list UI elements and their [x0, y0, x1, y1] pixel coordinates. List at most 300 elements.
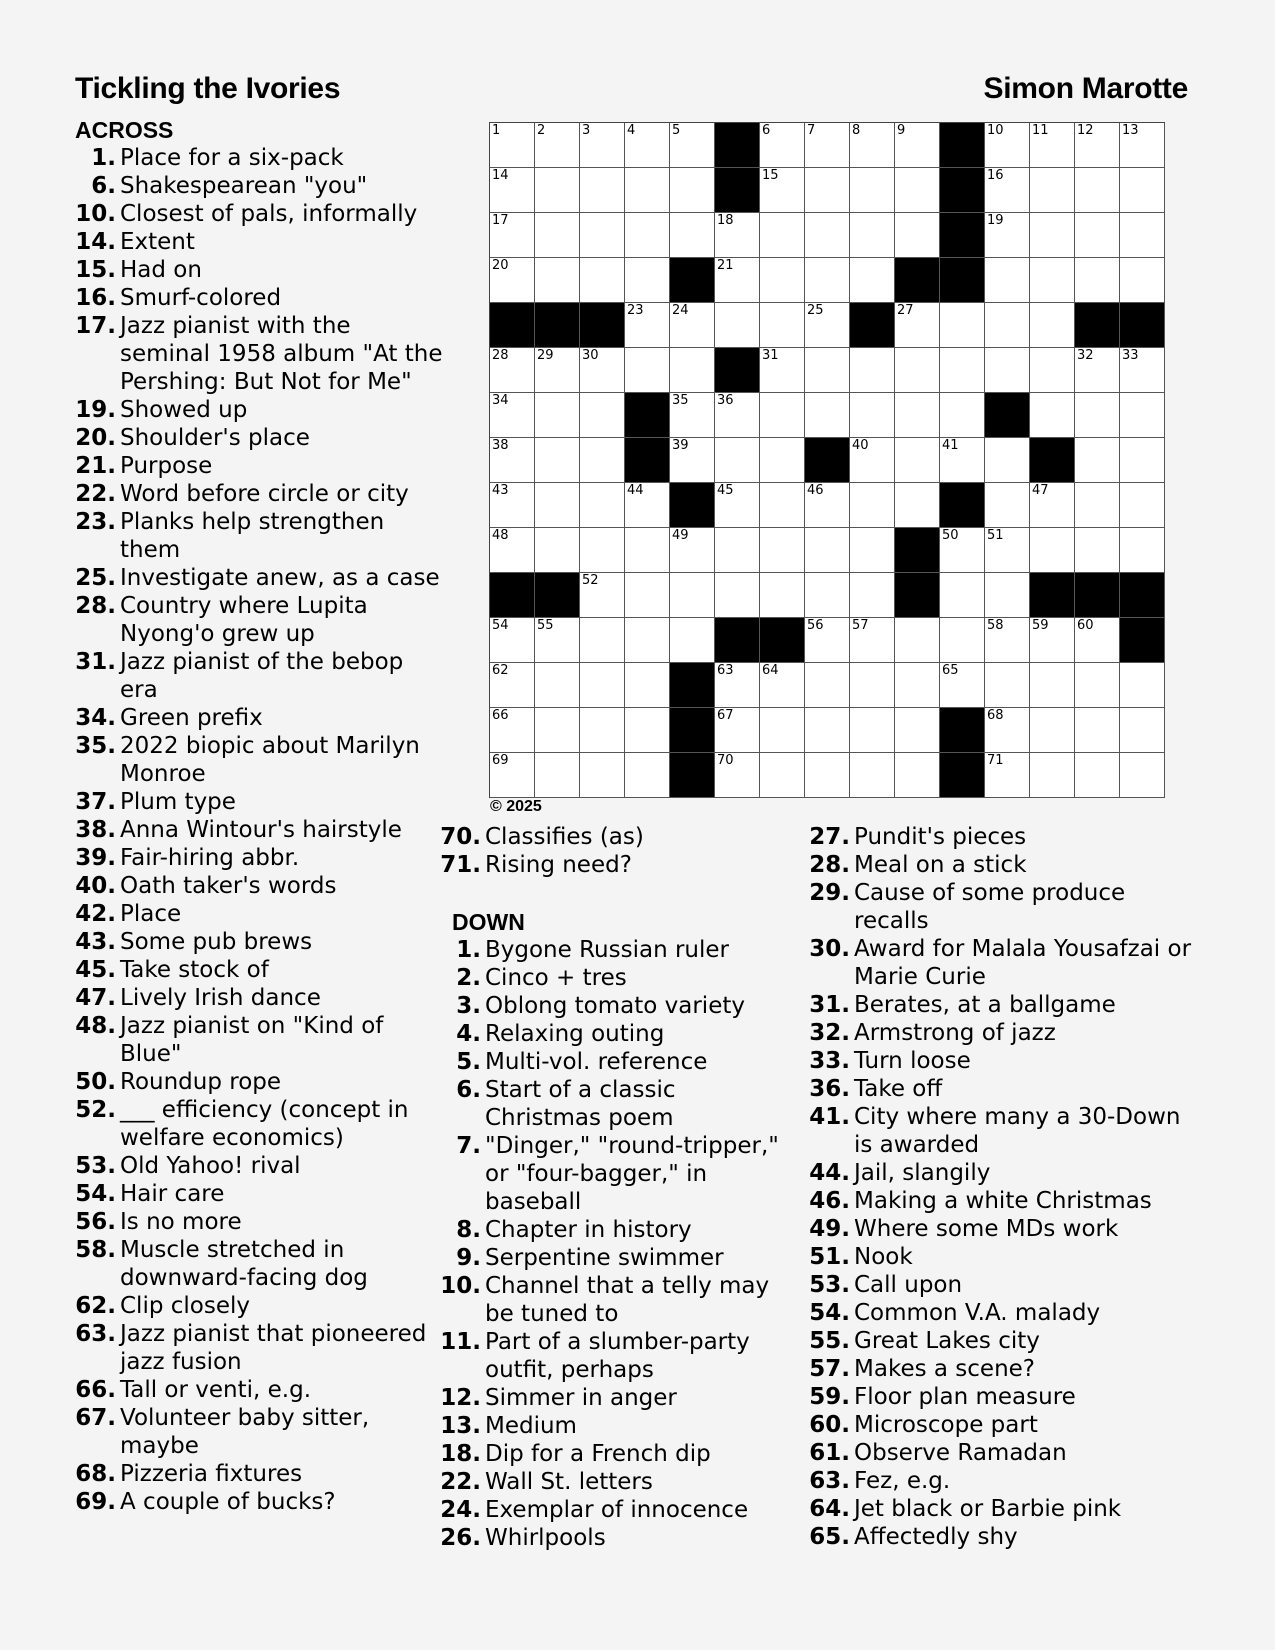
grid-cell[interactable]: [940, 573, 985, 618]
cell-number: 49: [672, 528, 689, 543]
grid-cell[interactable]: [490, 528, 535, 573]
grid-cell[interactable]: [490, 213, 535, 258]
grid-cell[interactable]: [850, 753, 895, 798]
clue-number: 22.: [75, 481, 116, 507]
grid-cell[interactable]: [850, 618, 895, 663]
clue-number: 5.: [456, 1049, 481, 1075]
grid-cell[interactable]: [1120, 708, 1165, 753]
grid-cell[interactable]: [760, 528, 805, 573]
grid-cell[interactable]: [490, 393, 535, 438]
grid-cell[interactable]: [490, 708, 535, 753]
cell-number: 14: [492, 168, 509, 183]
grid-cell[interactable]: [580, 258, 625, 303]
grid-cell[interactable]: [715, 483, 760, 528]
grid-cell[interactable]: [985, 618, 1030, 663]
grid-cell[interactable]: [490, 618, 535, 663]
grid-cell[interactable]: [805, 483, 850, 528]
grid-cell[interactable]: [1030, 393, 1075, 438]
grid-cell[interactable]: [760, 348, 805, 393]
grid-cell[interactable]: [580, 123, 625, 168]
cell-number: 65: [942, 663, 959, 678]
clue: [804, 1243, 1204, 1271]
grid-cell[interactable]: [850, 123, 895, 168]
grid-cell[interactable]: [715, 303, 760, 348]
grid-cell[interactable]: [1120, 483, 1165, 528]
cell-number: 51: [987, 528, 1004, 543]
clue-text: Showed up: [120, 397, 248, 423]
grid-cell[interactable]: [715, 393, 760, 438]
grid-cell[interactable]: [895, 618, 940, 663]
clue-number: 38.: [75, 817, 116, 843]
grid-cell[interactable]: [850, 258, 895, 303]
clue-number: 10.: [440, 1273, 481, 1299]
clue-number: 66.: [75, 1377, 116, 1403]
grid-cell[interactable]: [625, 618, 670, 663]
clue-text: Hair care: [120, 1181, 225, 1207]
grid-cell[interactable]: [1120, 753, 1165, 798]
grid-cell[interactable]: [670, 528, 715, 573]
grid-cell[interactable]: [1030, 753, 1075, 798]
grid-cell[interactable]: [805, 528, 850, 573]
grid-cell[interactable]: [850, 528, 895, 573]
clue-text: Classifies (as): [485, 824, 644, 850]
clue-number: 31.: [75, 649, 116, 675]
grid-cell[interactable]: [1075, 483, 1120, 528]
grid-cell[interactable]: [760, 303, 805, 348]
clue: [70, 732, 445, 788]
grid-cell[interactable]: [490, 438, 535, 483]
grid-cell[interactable]: [535, 483, 580, 528]
grid-cell[interactable]: [850, 483, 895, 528]
grid-cell[interactable]: [850, 708, 895, 753]
grid-cell[interactable]: [670, 213, 715, 258]
clue: [804, 1187, 1204, 1215]
grid-block: [895, 258, 940, 303]
grid-cell[interactable]: [670, 393, 715, 438]
grid-cell[interactable]: [1030, 258, 1075, 303]
grid-block: [625, 438, 670, 483]
clue-number: 36.: [809, 1076, 850, 1102]
grid-cell[interactable]: [895, 303, 940, 348]
clue-number: 12.: [440, 1385, 481, 1411]
grid-cell[interactable]: [985, 258, 1030, 303]
cell-number: 28: [492, 348, 509, 363]
grid-cell[interactable]: [1120, 438, 1165, 483]
grid-cell[interactable]: [535, 708, 580, 753]
grid-cell[interactable]: [940, 528, 985, 573]
grid-cell[interactable]: [805, 618, 850, 663]
grid-cell[interactable]: [1030, 348, 1075, 393]
grid-cell[interactable]: [580, 438, 625, 483]
clue-number: 6.: [456, 1077, 481, 1103]
grid-cell[interactable]: [805, 708, 850, 753]
grid-cell[interactable]: [1075, 528, 1120, 573]
grid-cell[interactable]: [490, 663, 535, 708]
clue-number: 3.: [456, 993, 481, 1019]
grid-cell[interactable]: [715, 663, 760, 708]
clue-number: 71.: [440, 852, 481, 878]
grid-cell[interactable]: [535, 393, 580, 438]
clue-text: Investigate anew, as a case: [120, 565, 440, 591]
grid-cell[interactable]: [895, 393, 940, 438]
cell-number: 12: [1077, 123, 1094, 138]
clue-number: 27.: [809, 824, 850, 850]
grid-cell[interactable]: [715, 438, 760, 483]
grid-cell[interactable]: [760, 708, 805, 753]
grid-cell[interactable]: [625, 528, 670, 573]
grid-cell[interactable]: [580, 618, 625, 663]
grid-cell[interactable]: [895, 168, 940, 213]
grid-cell[interactable]: [1075, 618, 1120, 663]
clue-number: 64.: [809, 1496, 850, 1522]
grid-cell[interactable]: [985, 303, 1030, 348]
clue: [70, 424, 445, 452]
grid-cell[interactable]: [1030, 168, 1075, 213]
cell-number: 23: [627, 303, 644, 318]
grid-block: [850, 303, 895, 348]
clue-number: 43.: [75, 929, 116, 955]
clue-number: 41.: [809, 1104, 850, 1130]
clue-text: Bygone Russian ruler: [485, 937, 729, 963]
cell-number: 58: [987, 618, 1004, 633]
clue-number: 61.: [809, 1440, 850, 1466]
grid-cell[interactable]: [535, 213, 580, 258]
grid-cell[interactable]: [985, 123, 1030, 168]
clue-text: Jazz pianist that pioneered jazz fusion: [120, 1321, 427, 1375]
cell-number: 18: [717, 213, 734, 228]
cell-number: 32: [1077, 348, 1094, 363]
grid-cell[interactable]: [1075, 348, 1120, 393]
cell-number: 25: [807, 303, 824, 318]
grid-cell[interactable]: [535, 618, 580, 663]
grid-block: [1120, 303, 1165, 348]
clue-number: 51.: [809, 1244, 850, 1270]
grid-cell[interactable]: [895, 123, 940, 168]
grid-block: [1120, 573, 1165, 618]
clue: [435, 1048, 795, 1076]
grid-cell[interactable]: [1030, 213, 1075, 258]
grid-cell[interactable]: [895, 213, 940, 258]
grid-cell[interactable]: [850, 573, 895, 618]
clue-text: Common V.A. malady: [854, 1300, 1101, 1326]
grid-cell[interactable]: [940, 303, 985, 348]
grid-cell[interactable]: [580, 213, 625, 258]
grid-cell[interactable]: [715, 213, 760, 258]
grid-cell[interactable]: [490, 753, 535, 798]
grid-cell[interactable]: [490, 348, 535, 393]
grid-cell[interactable]: [490, 168, 535, 213]
grid-cell[interactable]: [985, 438, 1030, 483]
clue-number: 60.: [809, 1412, 850, 1438]
clue-text: Pundit's pieces: [854, 824, 1027, 850]
grid-cell[interactable]: [580, 393, 625, 438]
grid-block: [670, 663, 715, 708]
clue: [70, 900, 445, 928]
grid-cell[interactable]: [535, 123, 580, 168]
cell-number: 1: [492, 123, 501, 138]
grid-cell[interactable]: [580, 753, 625, 798]
clue-text: Where some MDs work: [854, 1216, 1119, 1242]
cell-number: 64: [762, 663, 779, 678]
clue-text: Country where Lupita Nyong'o grew up: [120, 593, 368, 647]
clue-text: Cinco + tres: [485, 965, 627, 991]
grid-cell[interactable]: [760, 393, 805, 438]
grid-cell[interactable]: [1030, 123, 1075, 168]
grid-block: [895, 573, 940, 618]
grid-cell[interactable]: [1075, 168, 1120, 213]
clue-text: Closest of pals, informally: [120, 201, 418, 227]
cell-number: 67: [717, 708, 734, 723]
clue-text: Take stock of: [120, 957, 269, 983]
grid-cell[interactable]: [850, 438, 895, 483]
grid-cell[interactable]: [1030, 528, 1075, 573]
grid-cell[interactable]: [580, 708, 625, 753]
grid-cell[interactable]: [580, 663, 625, 708]
clue: [804, 1103, 1204, 1159]
grid-cell[interactable]: [580, 483, 625, 528]
clue: [804, 1159, 1204, 1187]
clue: [804, 1467, 1204, 1495]
grid-cell[interactable]: [1075, 393, 1120, 438]
clue-text: Volunteer baby sitter, maybe: [120, 1405, 370, 1459]
grid-cell[interactable]: [1075, 663, 1120, 708]
grid-cell[interactable]: [1030, 618, 1075, 663]
clue: [804, 1439, 1204, 1467]
grid-cell[interactable]: [760, 123, 805, 168]
clue-text: Place: [120, 901, 182, 927]
grid-cell[interactable]: [760, 483, 805, 528]
grid-cell[interactable]: [1030, 483, 1075, 528]
grid-cell[interactable]: [805, 393, 850, 438]
grid-cell[interactable]: [760, 438, 805, 483]
grid-block: [670, 258, 715, 303]
grid-cell[interactable]: [535, 438, 580, 483]
grid-cell[interactable]: [535, 663, 580, 708]
clue-number: 53.: [75, 1153, 116, 1179]
grid-cell[interactable]: [1120, 348, 1165, 393]
clue-number: 68.: [75, 1461, 116, 1487]
grid-cell[interactable]: [850, 393, 895, 438]
grid-cell[interactable]: [670, 573, 715, 618]
grid-cell[interactable]: [535, 528, 580, 573]
grid-cell[interactable]: [1120, 663, 1165, 708]
grid-cell[interactable]: [850, 213, 895, 258]
grid-cell[interactable]: [895, 483, 940, 528]
grid-cell[interactable]: [985, 348, 1030, 393]
grid-block: [490, 573, 535, 618]
clue: [435, 1216, 795, 1244]
grid-cell[interactable]: [490, 123, 535, 168]
grid-cell[interactable]: [850, 348, 895, 393]
grid-cell[interactable]: [805, 258, 850, 303]
clue-number: 65.: [809, 1524, 850, 1550]
grid-cell[interactable]: [535, 348, 580, 393]
grid-cell[interactable]: [580, 528, 625, 573]
grid-cell[interactable]: [715, 573, 760, 618]
grid-cell[interactable]: [985, 483, 1030, 528]
grid-cell[interactable]: [985, 528, 1030, 573]
grid-cell[interactable]: [535, 168, 580, 213]
grid-cell[interactable]: [490, 483, 535, 528]
cell-number: 60: [1077, 618, 1094, 633]
grid-cell[interactable]: [760, 168, 805, 213]
grid-cell[interactable]: [1030, 303, 1075, 348]
clue: [435, 1020, 795, 1048]
grid-cell[interactable]: [805, 663, 850, 708]
grid-cell[interactable]: [760, 663, 805, 708]
down-heading: DOWN: [452, 909, 525, 935]
clue-text: Place for a six-pack: [120, 145, 344, 171]
cell-number: 7: [807, 123, 816, 138]
grid-cell[interactable]: [940, 348, 985, 393]
grid-cell[interactable]: [580, 573, 625, 618]
grid-block: [580, 303, 625, 348]
grid-cell[interactable]: [895, 708, 940, 753]
grid-block: [940, 213, 985, 258]
grid-cell[interactable]: [625, 483, 670, 528]
grid-cell[interactable]: [760, 573, 805, 618]
grid-cell[interactable]: [940, 663, 985, 708]
clue: [70, 480, 445, 508]
grid-cell[interactable]: [1075, 708, 1120, 753]
grid-cell[interactable]: [625, 258, 670, 303]
cell-number: 44: [627, 483, 644, 498]
grid-cell[interactable]: [580, 348, 625, 393]
grid-cell[interactable]: [715, 258, 760, 303]
grid-cell[interactable]: [670, 618, 715, 663]
grid-cell[interactable]: [580, 168, 625, 213]
grid-cell[interactable]: [625, 168, 670, 213]
grid-cell[interactable]: [670, 438, 715, 483]
grid-cell[interactable]: [1075, 258, 1120, 303]
clue: [435, 1244, 795, 1272]
grid-cell[interactable]: [625, 663, 670, 708]
clue: [435, 1524, 795, 1552]
clue-number: 44.: [809, 1160, 850, 1186]
grid-cell[interactable]: [940, 618, 985, 663]
grid-cell[interactable]: [805, 168, 850, 213]
grid-cell[interactable]: [940, 438, 985, 483]
grid-cell[interactable]: [985, 573, 1030, 618]
grid-cell[interactable]: [625, 213, 670, 258]
grid-cell[interactable]: [850, 663, 895, 708]
grid-cell[interactable]: [985, 708, 1030, 753]
clue-number: 26.: [440, 1525, 481, 1551]
grid-cell[interactable]: [1120, 258, 1165, 303]
grid-cell[interactable]: [715, 708, 760, 753]
grid-cell[interactable]: [715, 528, 760, 573]
grid-cell[interactable]: [670, 348, 715, 393]
grid-cell[interactable]: [895, 348, 940, 393]
grid-cell[interactable]: [1120, 213, 1165, 258]
grid-cell[interactable]: [1120, 393, 1165, 438]
grid-cell[interactable]: [1030, 663, 1075, 708]
grid-cell[interactable]: [760, 213, 805, 258]
grid-cell[interactable]: [535, 753, 580, 798]
grid-cell[interactable]: [625, 348, 670, 393]
clue-text: Jet black or Barbie pink: [854, 1496, 1122, 1522]
grid-cell[interactable]: [1120, 168, 1165, 213]
grid-cell[interactable]: [895, 663, 940, 708]
clue: [435, 1496, 795, 1524]
clue: [804, 1523, 1204, 1551]
clue: [70, 1236, 445, 1292]
clue-text: Pizzeria fixtures: [120, 1461, 303, 1487]
grid-cell[interactable]: [850, 168, 895, 213]
grid-cell[interactable]: [625, 573, 670, 618]
clue-text: Smurf-colored: [120, 285, 282, 311]
grid-cell[interactable]: [895, 438, 940, 483]
clue: [70, 1012, 445, 1068]
grid-cell[interactable]: [805, 573, 850, 618]
grid-cell[interactable]: [625, 708, 670, 753]
cell-number: 50: [942, 528, 959, 543]
grid-cell[interactable]: [985, 753, 1030, 798]
grid-cell[interactable]: [805, 753, 850, 798]
grid-cell[interactable]: [625, 303, 670, 348]
grid-block: [940, 708, 985, 753]
clue-text: Affectedly shy: [854, 1524, 1018, 1550]
grid-cell[interactable]: [985, 663, 1030, 708]
clue: [804, 1355, 1204, 1383]
cell-number: 62: [492, 663, 509, 678]
grid-cell[interactable]: [625, 123, 670, 168]
grid-cell[interactable]: [625, 753, 670, 798]
grid-cell[interactable]: [1075, 123, 1120, 168]
grid-cell[interactable]: [670, 123, 715, 168]
grid-block: [760, 618, 805, 663]
cell-number: 40: [852, 438, 869, 453]
clue-text: Berates, at a ballgame: [854, 992, 1116, 1018]
grid-cell[interactable]: [670, 168, 715, 213]
grid-cell[interactable]: [985, 213, 1030, 258]
grid-cell[interactable]: [805, 303, 850, 348]
down-clues-column: [435, 936, 795, 1552]
grid-cell[interactable]: [535, 258, 580, 303]
grid-cell[interactable]: [940, 393, 985, 438]
grid-cell[interactable]: [760, 753, 805, 798]
cell-number: 38: [492, 438, 509, 453]
grid-cell[interactable]: [1075, 753, 1120, 798]
clue-text: Old Yahoo! rival: [120, 1153, 301, 1179]
grid-cell[interactable]: [1075, 213, 1120, 258]
clue: [70, 872, 445, 900]
grid-cell[interactable]: [805, 213, 850, 258]
clue: [804, 1411, 1204, 1439]
grid-cell[interactable]: [805, 123, 850, 168]
clue: [435, 992, 795, 1020]
clue-text: Jail, slangily: [854, 1160, 991, 1186]
clue-text: Green prefix: [120, 705, 263, 731]
grid-cell[interactable]: [1075, 438, 1120, 483]
grid-cell[interactable]: [760, 258, 805, 303]
grid-cell[interactable]: [1120, 123, 1165, 168]
grid-cell[interactable]: [1030, 708, 1075, 753]
grid-cell[interactable]: [985, 168, 1030, 213]
grid-cell[interactable]: [670, 303, 715, 348]
grid-cell[interactable]: [1120, 528, 1165, 573]
cell-number: 11: [1032, 123, 1049, 138]
clue: [70, 1376, 445, 1404]
grid-cell[interactable]: [490, 258, 535, 303]
clue: [804, 1047, 1204, 1075]
clue: [804, 991, 1204, 1019]
cell-number: 6: [762, 123, 771, 138]
grid-cell[interactable]: [805, 348, 850, 393]
clue-number: 19.: [75, 397, 116, 423]
grid-cell[interactable]: [895, 753, 940, 798]
grid-cell[interactable]: [715, 753, 760, 798]
